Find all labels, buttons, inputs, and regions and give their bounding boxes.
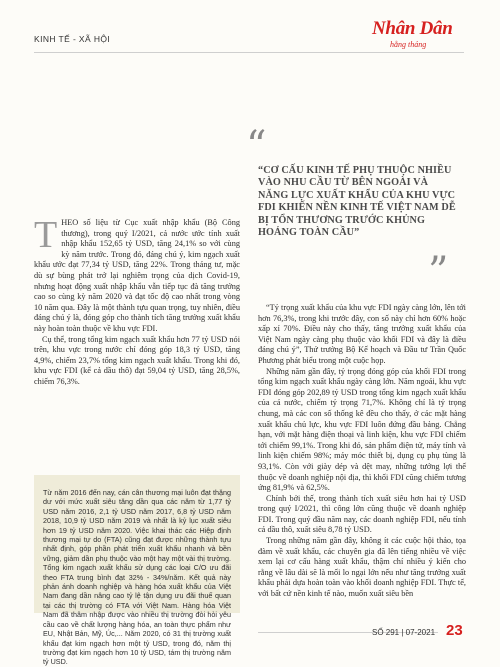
paragraph: Những năm gần đây, tỷ trọng đóng góp của khối FDI trong tổng kim ngạch xuất khẩu ngày càng lớn. Năm ngoái, khu vực FDI đóng góp 202,89 tỷ USD trong tổng kim ngạch xuất khẩu của cả nước, chiếm tỷ trọng 71,7%. Không chỉ là tỷ trọng chung, mà các con số thống kê đều cho thấy, ở các mặt hàng xuất khẩu chủ lực, khu vực FDI luôn đứng đầu bảng. Chẳng hạn, với mặt hàng điện thoại và linh kiện, khu vực FDI chiếm tới chiếm 99,1%. Trong khi đó, sản phẩm điện tử, máy tính và linh kiện chiếm 98%; máy móc thiết bị, dụng cụ phụ tùng là 93,1%. Còn với giày dép và dệt may, những tưởng lợi thế thuộc về doanh nghiệp nội địa, thì khối FDI cũng chiếm tương ứng 81,9% và 62,5%. [258,366,466,493]
quote-close-icon: ” [428,249,449,295]
logo-brand: Nhân Dân [372,18,453,39]
right-column [258,303,466,600]
masthead-logo [372,20,468,64]
drop-cap: T [34,214,58,256]
paragraph [34,214,240,335]
sidebar-text: Từ năm 2016 đến nay, cán cân thương mại luôn đạt thặng dư với mức xuất siêu tăng dần qua các năm từ 1,77 tỷ USD năm 2016, 2,1 tỷ USD năm 2017, 6,8 tỷ USD năm 2018, 10,9 tỷ USD năm 2019 và nhất là kỷ lục xuất siêu hơn 19 tỷ USD năm 2020. Việc khai thác các Hiệp định thương mại tự do (FTA) cũng đạt được những thành tựu nhất định, góp phần phát triển xuất khẩu nhanh và bền vững, giảm dần phụ thuộc vào một hay một vài thị trường. Tổng kim ngạch xuất khẩu sử dụng các loại C/O ưu đãi theo FTA trung bình đạt 32% - 34%/năm. Kết quả này phản ánh doanh nghiệp và hàng hóa xuất khẩu của Việt Nam đang dần nâng cao tỷ lệ tận dụng ưu đãi thuế quan tại các thị trường có FTA với Việt Nam. Hàng hóa Việt Nam đã thâm nhập được vào nhiều thị trường đòi hỏi yêu cầu cao về chất lượng hàng hóa, an toàn thực phẩm như EU, Nhật Bản, Mỹ, Úc,... Năm 2020, có 31 thị trường xuất khẩu đạt kim ngạch hơn một tỷ USD, trong đó, năm thị trường đạt kim ngạch hơn 10 tỷ USD, tám thị trường năm tỷ USD. [43,488,231,667]
pull-quote: “CƠ CẤU KINH TẾ PHỤ THUỘC NHIỀU VÀO NHU CẦU TỪ BÊN NGOÀI VÀ NĂNG LỰC XUẤT KHẨU CỦA KHU VỰC FDI KHIẾN NỀN KINH TẾ VIỆT NAM DỄ BỊ TỔN THƯƠNG TRƯỚC KHỦNG HOẢNG TOÀN CẦU” [258,165,456,239]
paragraph: “Tỷ trọng xuất khẩu của khu vực FDI ngày càng lớn, lên tới hơn 76,3%, trong khi trước đây, con số này chỉ hơn 60% hoặc xấp xỉ 70%. Điều này cho thấy, tăng trưởng xuất khẩu của Việt Nam ngày càng phụ thuộc vào khối FDI và đây là điều đáng chú ý”, Thứ trưởng Bộ Kế hoạch và Đầu tư Trần Quốc Phương phát biểu trong một cuộc họp. [258,303,466,365]
left-column [34,214,240,388]
paragraph-text: HEO số liệu từ Cục xuất nhập khẩu (Bộ Công thương), trong quý I/2021, cả nước ước tính xuất nhập khẩu 152,65 tỷ USD, tăng 24,1% so với cùng kỳ năm trước. Trong đó, đáng chú ý, kim ngạch xuất khẩu ước đạt 77,34 tỷ USD, tăng 22%. Trong tháng tư, mặc dù sự bùng phát trở lại nghiêm trọng của dịch Covid-19, nhưng hoạt động xuất nhập khẩu vẫn tiếp tục đà tăng trưởng cao so cùng kỳ năm 2020 và đạt tốc độ cao nhất trong vòng 10 năm qua. Đây là một thành tựu quan trọng, tuy nhiên, điều đáng chú ý là, đóng góp cho thành tích tăng trưởng xuất khẩu này hoàn toàn thuộc về khu vực FDI. [34,218,240,333]
sidebar-box [34,475,240,667]
issue-label: SỐ 291 | 07-2021 [372,628,436,637]
quote-open-icon: “ [246,123,267,169]
paragraph: Trong những năm gần đây, không ít các cuộc hội thảo, tọa đàm về xuất khẩu, các chuyên gia đã lên tiếng nhiều về việc xem lại cơ cấu hàng xuất khẩu, thậm chí nhiều ý kiến cho rằng về lâu dài sẽ là mối lo ngại lớn nếu như tăng trưởng xuất khẩu phải dựa hoàn toàn vào khối doanh nghiệp FDI. Thực tế, với bất cứ nền kinh tế nào, muốn xuất siêu bền [258,536,466,599]
section-label: KINH TẾ - XÃ HỘI [34,34,111,44]
paragraph: Cụ thể, trong tổng kim ngạch xuất khẩu hơn 77 tỷ USD nói trên, khu vực trong nước chỉ đóng góp 18,3 tỷ USD, tăng 4,9%, chiếm 23,7% tổng kim ngạch xuất khẩu. Trong khi đó, khu vực FDI (kể cả dầu thô) đạt 59,04 tỷ USD, tăng 28,5%, chiếm 76,3%. [34,334,240,386]
page-number: 23 [446,622,463,639]
paragraph: Chính bởi thế, trong thành tích xuất siêu hơn hai tỷ USD trong quý I/2021, thì công lớn cũng thuộc về doanh nghiệp FDI. Trong quý đầu năm nay, các doanh nghiệp FDI, nếu tính cả dầu thô, xuất siêu 8,78 tỷ USD. [258,493,466,535]
logo-tagline: hằng tháng [390,40,427,49]
